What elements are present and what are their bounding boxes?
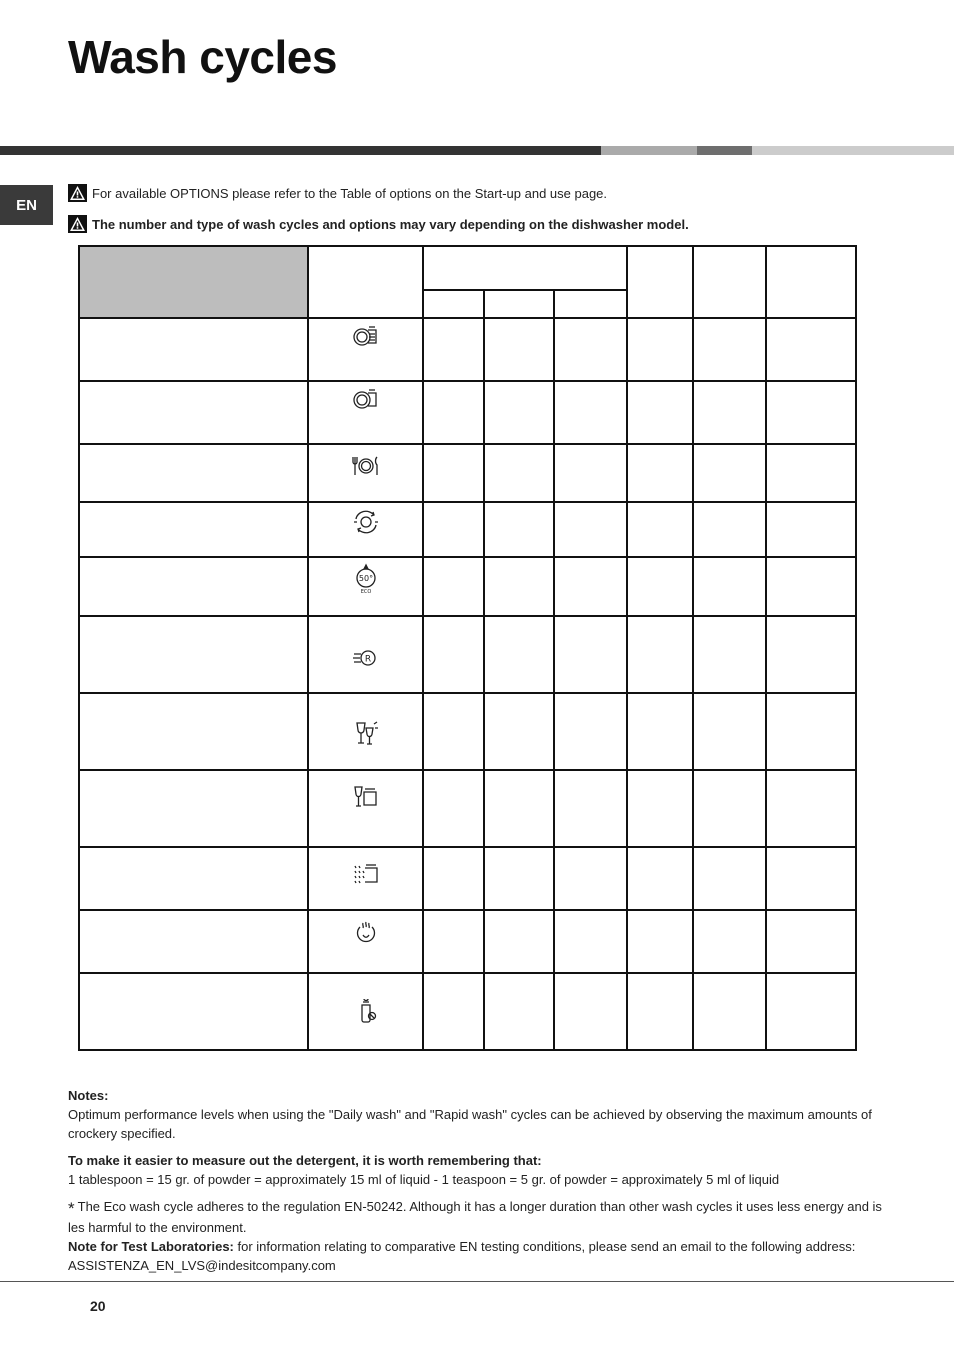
header-rule-pale [752, 146, 954, 155]
table-header-row [79, 246, 856, 290]
recycle-plate-icon [351, 509, 381, 535]
cycle-icon-cell [308, 910, 423, 973]
cell [627, 847, 693, 910]
cell [766, 381, 856, 444]
table-row [79, 557, 856, 616]
cell [484, 318, 554, 381]
table-row [79, 318, 856, 381]
measure-heading: To make it easier to measure out the detergent, it is worth remembering that: [68, 1153, 542, 1168]
cell [484, 910, 554, 973]
notes-section [68, 1086, 898, 1275]
table-row [79, 770, 856, 847]
cell [693, 693, 766, 770]
cell [766, 502, 856, 557]
cell [627, 381, 693, 444]
cycle-name-cell [79, 847, 308, 910]
soak-icon [351, 860, 381, 888]
cell [693, 444, 766, 502]
measure-text: 1 tablespoon = 15 gr. of powder = approximately 15 ml of liquid - 1 teaspoon = 5 gr. of powder = approximately 5 ml of liquid [68, 1172, 780, 1187]
cell [766, 318, 856, 381]
baby-bottle-icon [351, 996, 381, 1026]
cell [693, 318, 766, 381]
table-row [79, 973, 856, 1050]
cell [627, 693, 693, 770]
lab-note-label: Note for Test Laboratories: [68, 1239, 234, 1254]
plate-cutlery-icon [351, 453, 381, 479]
table-row [79, 381, 856, 444]
header-rule-light [601, 146, 697, 155]
cell [693, 973, 766, 1050]
cycle-icon-cell [308, 616, 423, 693]
notes-performance: Optimum performance levels when using the "Daily wash" and "Rapid wash" cycles can be achieved by observing the maximum amounts of crockery specified. [68, 1107, 872, 1141]
cell [484, 770, 554, 847]
cell [693, 770, 766, 847]
page-number: 20 [90, 1298, 106, 1314]
cell [423, 502, 484, 557]
cell [423, 973, 484, 1050]
subheader-cell [484, 290, 554, 318]
header-rule-dark [0, 146, 601, 155]
cell [766, 847, 856, 910]
table-row [79, 847, 856, 910]
cycle-name-cell [79, 770, 308, 847]
cycle-icon-cell [308, 444, 423, 502]
cell [627, 557, 693, 616]
cell [766, 444, 856, 502]
language-tab: EN [0, 185, 53, 225]
crystal-glasses-icon [351, 720, 381, 748]
notes-heading: Notes: [68, 1088, 109, 1103]
cell [693, 616, 766, 693]
cycle-name-cell [79, 910, 308, 973]
header-cell [766, 246, 856, 318]
cell [554, 973, 627, 1050]
cell [484, 381, 554, 444]
hygiene-steam-icon [351, 919, 381, 949]
cell [484, 847, 554, 910]
warning-triangle-icon [68, 215, 87, 233]
cycle-icon-cell [308, 318, 423, 381]
cell [766, 693, 856, 770]
warning-triangle-icon [68, 184, 87, 202]
model-warning [68, 215, 689, 233]
cycle-name-cell [79, 381, 308, 444]
cell [554, 502, 627, 557]
header-cell [308, 246, 423, 318]
cycle-icon-cell [308, 847, 423, 910]
cell [627, 973, 693, 1050]
cell [554, 616, 627, 693]
cell [423, 693, 484, 770]
cell [423, 557, 484, 616]
cycle-icon-cell [308, 502, 423, 557]
cell [627, 910, 693, 973]
cell [627, 502, 693, 557]
cycle-icon-cell [308, 381, 423, 444]
svg-text:ECO: ECO [360, 589, 371, 595]
cell [484, 693, 554, 770]
cycle-icon-cell [308, 693, 423, 770]
glass-pot-icon [351, 783, 381, 811]
cell [693, 847, 766, 910]
cell [554, 318, 627, 381]
eco-50-icon [351, 563, 381, 595]
cell [554, 693, 627, 770]
cycle-name-cell [79, 502, 308, 557]
cell [484, 502, 554, 557]
cell [484, 973, 554, 1050]
cell [627, 770, 693, 847]
eco-note [68, 1197, 898, 1237]
table-row [79, 444, 856, 502]
cell [554, 444, 627, 502]
cell [693, 557, 766, 616]
options-warning-text: For available OPTIONS please refer to the Table of options on the Start-up and use page. [92, 185, 608, 201]
cycle-icon-cell [308, 770, 423, 847]
cell [423, 910, 484, 973]
svg-text:R: R [364, 654, 371, 665]
cell [554, 910, 627, 973]
cell [423, 770, 484, 847]
table-row [79, 616, 856, 693]
daily-pot-icon [351, 386, 381, 412]
table-row [79, 910, 856, 973]
table-row [79, 693, 856, 770]
cycle-name-cell [79, 318, 308, 381]
cell [484, 557, 554, 616]
cell [554, 847, 627, 910]
cell [554, 770, 627, 847]
model-warning-text: The number and type of wash cycles and options may vary depending on the dishwasher model. [92, 216, 689, 232]
eco-asterisk: * [68, 1199, 75, 1218]
cell [693, 502, 766, 557]
header-cell-group [423, 246, 627, 290]
cycle-name-cell [79, 444, 308, 502]
subheader-cell [423, 290, 484, 318]
subheader-cell [554, 290, 627, 318]
header-cell [693, 246, 766, 318]
table-row [79, 502, 856, 557]
cell [627, 318, 693, 381]
cell [693, 910, 766, 973]
lab-note [68, 1237, 898, 1275]
cell [766, 770, 856, 847]
cycle-name-cell [79, 973, 308, 1050]
cycle-icon-cell [308, 557, 423, 616]
cell [423, 616, 484, 693]
header-cell-shaded [79, 246, 308, 318]
cell [423, 847, 484, 910]
cell [484, 444, 554, 502]
cycle-name-cell [79, 557, 308, 616]
cell [423, 381, 484, 444]
cycle-name-cell [79, 693, 308, 770]
cycle-name-cell [79, 616, 308, 693]
svg-text:50°: 50° [358, 574, 373, 583]
page-title: Wash cycles [68, 31, 337, 83]
cell [423, 444, 484, 502]
pots-pans-dishes-icon [351, 323, 381, 349]
wash-cycles-table [78, 245, 857, 1051]
footer-divider [0, 1281, 954, 1282]
cell [766, 973, 856, 1050]
rapid-r-icon [351, 645, 381, 671]
cell [766, 557, 856, 616]
cycle-icon-cell [308, 973, 423, 1050]
cell [423, 318, 484, 381]
cell [693, 381, 766, 444]
cell [627, 616, 693, 693]
eco-note-text: The Eco wash cycle adheres to the regulation EN-50242. Although it has a longer duration than other wash cycles it uses less energy and is les harmful to the environment. [68, 1199, 882, 1235]
cell [484, 616, 554, 693]
options-warning [68, 184, 607, 202]
header-rule-mid [697, 146, 752, 155]
lab-note-text: for information relating to comparative EN testing conditions, please send an email to the following address: ASSISTENZA_EN_LVS@indesitcompany.com [68, 1239, 856, 1273]
cell [554, 381, 627, 444]
cell [554, 557, 627, 616]
cell [627, 444, 693, 502]
cell [766, 910, 856, 973]
header-cell [627, 246, 693, 318]
cell [766, 616, 856, 693]
